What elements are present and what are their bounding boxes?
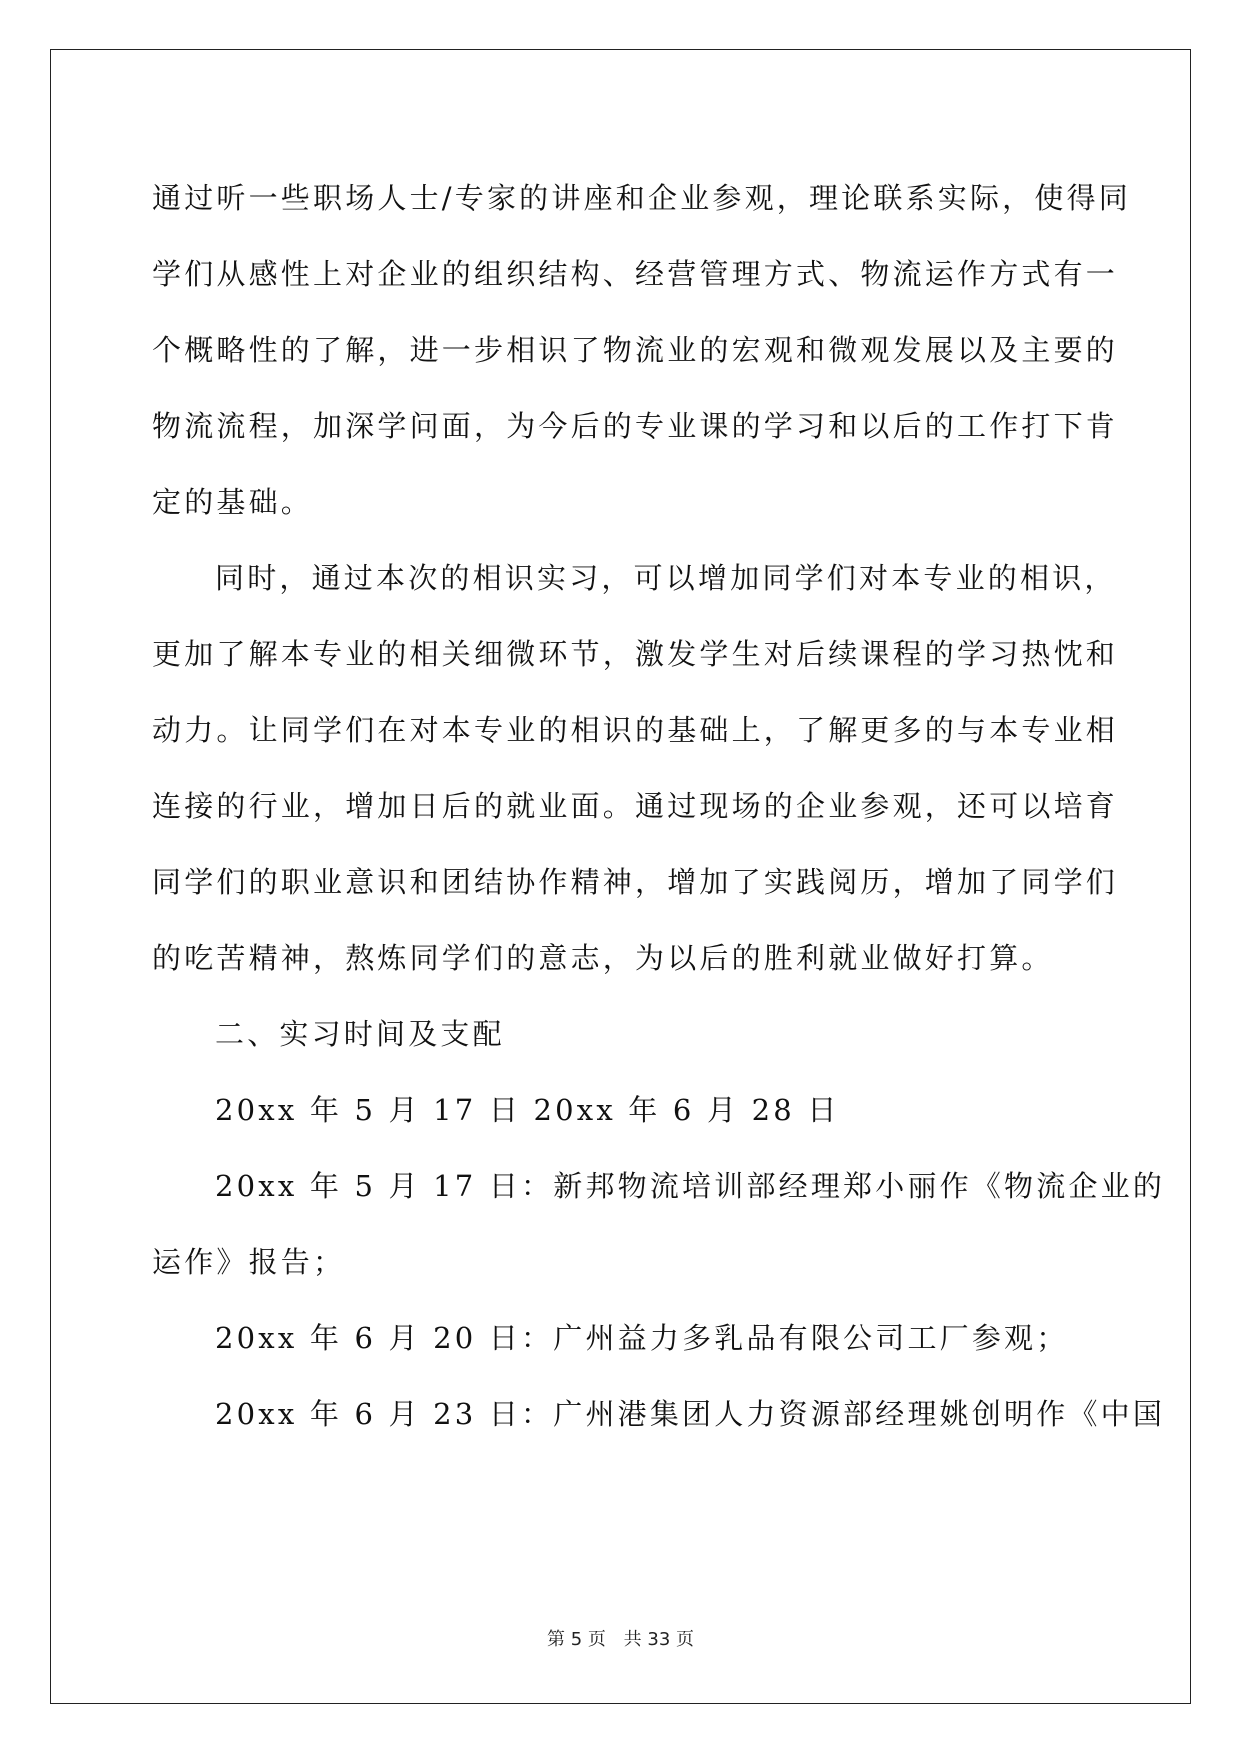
paragraph-line: 定的基础。	[152, 485, 314, 519]
paragraph-line: 20xx 年 6 月 20 日：广州益力多乳品有限公司工厂参观；	[215, 1321, 1069, 1355]
page-number: 第 5 页	[547, 1629, 606, 1650]
paragraph-line: 连接的行业，增加日后的就业面。通过现场的企业参观，还可以培育	[152, 789, 1119, 823]
document-body	[152, 160, 1166, 1452]
paragraph-line: 更加了解本专业的相关细微环节，激发学生对后续课程的学习热忱和	[152, 637, 1119, 671]
paragraph-line: 个概略性的了解，进一步相识了物流业的宏观和微观发展以及主要的	[152, 333, 1119, 367]
paragraph-line: 动力。让同学们在对本专业的相识的基础上，了解更多的与本专业相	[152, 713, 1119, 747]
paragraph-line: 物流流程，加深学问面，为今后的专业课的学习和以后的工作打下肯	[152, 409, 1119, 443]
paragraph-line: 20xx 年 5 月 17 日 20xx 年 6 月 28 日	[215, 1093, 840, 1127]
paragraph-line: 运作》报告；	[152, 1245, 346, 1279]
paragraph-line: 20xx 年 6 月 23 日：广州港集团人力资源部经理姚创明作《中国	[215, 1397, 1166, 1431]
total-pages: 共 33 页	[623, 1629, 694, 1650]
paragraph-line: 同时，通过本次的相识实习，可以增加同学们对本专业的相识，	[215, 561, 1117, 595]
paragraph-line: 学们从感性上对企业的组织结构、经营管理方式、物流运作方式有一	[152, 257, 1119, 291]
section-heading: 二、实习时间及支配	[215, 1017, 505, 1051]
page-footer	[0, 1625, 1241, 1651]
paragraph-line: 通过听一些职场人士/专家的讲座和企业参观，理论联系实际，使得同	[152, 181, 1131, 215]
paragraph-line: 同学们的职业意识和团结协作精神，增加了实践阅历，增加了同学们	[152, 865, 1119, 899]
paragraph-line: 20xx 年 5 月 17 日：新邦物流培训部经理郑小丽作《物流企业的	[215, 1169, 1166, 1203]
paragraph-line: 的吃苦精神，熬炼同学们的意志，为以后的胜利就业做好打算。	[152, 941, 1054, 975]
